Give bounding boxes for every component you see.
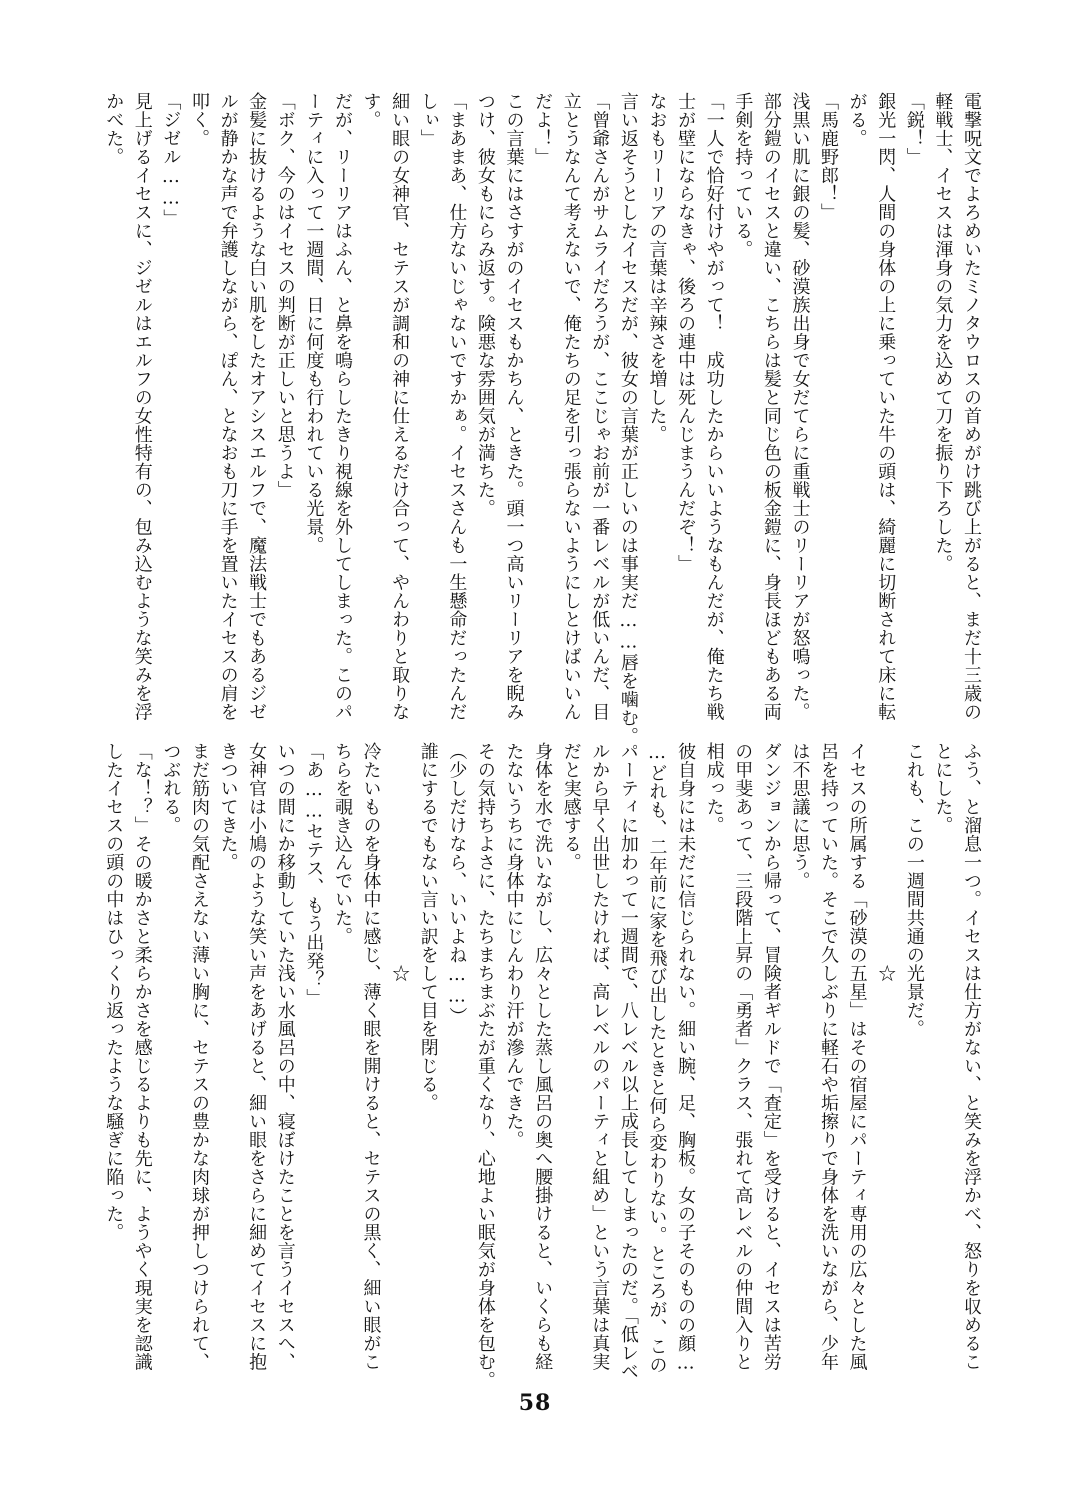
text-column: 「あ……セテス、もう出発？」	[303, 742, 325, 1007]
text-column: ダンジョンから帰って、冒険者ギルドで「査定」を受けると、イセスは苦労	[760, 742, 782, 1371]
text-column: 「ジゼル……」	[160, 92, 182, 228]
text-column: 「な！？」その暖かさと柔らかさを感じるよりも先に、ようやく現実を認識	[131, 742, 153, 1371]
text-column: 見上げるイセスに、ジゼルはエルフの女性特有の、包み込むような笑みを浮	[131, 92, 153, 721]
text-column: だが、リーリアはふん、と鼻を鳴らしたきり視線を外してしまった。このパ	[331, 92, 353, 721]
text-column: 軽戦士、イセスは渾身の気力を込めて刀を振り下ろした。	[932, 92, 954, 573]
text-column: ルが静かな声で弁護しながら、ぽん、となおも刀に手を置いたイセスの肩を	[217, 92, 239, 721]
text-column: つぶれる。	[160, 742, 182, 835]
text-column: がる。	[846, 92, 868, 148]
text-column: かべた。	[103, 92, 125, 166]
text-column: だよ！」	[532, 92, 554, 166]
text-column: す。	[360, 92, 382, 129]
page-number: 58	[518, 1390, 552, 1416]
text-column: の甲斐あって、三段階上昇の「勇者」クラス、張れて高レベルの仲間入りと	[732, 742, 754, 1371]
text-column: いつの間にか移動していた浅い水風呂の中、寝ぼけたことを言うイセスへ、	[274, 742, 296, 1371]
text-column: 「まあまあ、仕方ないじゃないですかぁ。イセスさんも一生懸命だったんだ	[446, 92, 468, 721]
text-column: ルから早く出世したければ、高レベルのパーティと組め」という言葉は真実	[589, 742, 611, 1371]
text-column: 相成った。	[703, 742, 725, 835]
text-column: ちらを覗き込んでいた。	[331, 742, 353, 946]
text-column: 立とうなんて考えないで、俺たちの足を引っ張らないようにしとけばいいん	[560, 92, 582, 721]
text-column: その気持ちよさに、たちまちまぶたが重くなり、心地よい眠気が身体を包む。	[474, 742, 496, 1390]
text-column: 細い眼の女神官、セテスが調和の神に仕えるだけ合って、やんわりと取りな	[389, 92, 411, 721]
text-column: 「一人で恰好付けやがって！ 成功したからいいようなもんだが、俺たち戦	[703, 92, 725, 721]
text-column: まだ筋肉の気配さえない薄い胸に、セテスの豊かな肉球が押しつけられて、	[188, 742, 210, 1371]
text-column: イセスの所属する「砂漠の五星」はその宿屋にパーティ専用の広々とした風	[846, 742, 868, 1371]
text-column: 電撃呪文でよろめいたミノタウロスの首めがけ跳び上がると、まだ十三歳の	[961, 92, 982, 721]
text-column: とにした。	[932, 742, 954, 835]
text-column: 「ボク、今のはイセスの判断が正しいと思うよ」	[274, 92, 296, 499]
text-column: は不思議に思う。	[789, 742, 811, 890]
text-column: パーティに加わって一週間で、八レベル以上成長してしまったのだ。「低レベ	[617, 742, 639, 1381]
text-column: だと実感する。	[560, 742, 582, 872]
text-column: つけ、彼女もにらみ返す。険悪な雰囲気が満ちた。	[474, 92, 496, 518]
text-column: 誰にするでもない言い訳をして目を閉じる。	[417, 742, 439, 1112]
text-column: 言い返そうとしたイセスだが、彼女の言葉が正しいのは事実だ……唇を噛む。	[617, 92, 639, 746]
text-column: 銀光一閃、人間の身体の上に乗っていた牛の頭は、綺麗に切断されて床に転	[875, 92, 897, 721]
text-column: ーティに入って一週間、日に何度も行われている光景。	[303, 92, 325, 555]
text-column: 「鋭！」	[903, 92, 925, 166]
text-column: 「曾爺さんがサムライだろうが、ここじゃお前が一番レベルが低いんだ、目	[589, 92, 611, 721]
text-column: 冷たいものを身体中に感じ、薄く眼を開けると、セテスの黒く、細い眼がこ	[360, 742, 382, 1371]
text-column: 手剣を持っている。	[732, 92, 754, 259]
text-column: 部分鎧のイセスと違い、こちらは髪と同じ色の板金鎧に、身長ほどもある両	[760, 92, 782, 721]
text-column: しぃ」	[417, 92, 439, 148]
text-column: たないうちに身体中にじんわり汗が滲んできた。	[503, 742, 525, 1149]
text-column: ☆	[389, 742, 411, 983]
text-column: （少しだけなら、いいよね……）	[446, 742, 468, 1026]
text-column: 金髪に抜けるような白い肌をしたオアシスエルフで、魔法戦士でもあるジゼ	[246, 92, 268, 721]
text-column: これも、この一週間共通の光景だ。	[903, 742, 925, 1038]
text-block-bottom	[103, 742, 985, 1390]
text-column: 浅黒い肌に銀の髪、砂漠族出身で女だてらに重戦士のリーリアが怒鳴った。	[789, 92, 811, 721]
text-column: きついてきた。	[217, 742, 239, 872]
text-column: したイセスの頭の中はひっくり返ったような騒ぎに陥った。	[103, 742, 125, 1242]
text-column: なおもリーリアの言葉は辛辣さを増した。	[646, 92, 668, 444]
text-column: 身体を水で洗いながし、広々とした蒸し風呂の奥へ腰掛けると、いくらも経	[532, 742, 554, 1371]
text-column: ☆	[875, 742, 897, 983]
text-column: 彼自身には未だに信じられない。細い腕、足、胸板。女の子そのものの顔…	[675, 742, 697, 1374]
text-column: ふう、と溜息一つ。イセスは仕方がない、と笑みを浮かべ、怒りを収めるこ	[961, 742, 982, 1371]
text-column: 士が壁にならなきゃ、後ろの連中は死んじまうんだぞ！」	[675, 92, 697, 573]
text-column: 叩く。	[188, 92, 210, 148]
text-column: この言葉にはさすがのイセスもかちん、ときた。頭一つ高いリーリアを睨み	[503, 92, 525, 721]
text-column: …どれも、二年前に家を飛び出したときと何ら変わりない。ところが、この	[646, 742, 668, 1374]
text-block-top	[103, 92, 985, 746]
text-column: 呂を持っていた。そこで久しぶりに軽石や垢擦りで身体を洗いながら、少年	[818, 742, 840, 1371]
text-column: 「馬鹿野郎！」	[818, 92, 840, 222]
text-column: 女神官は小鳩のような笑い声をあげると、細い眼をさらに細めてイセスに抱	[246, 742, 268, 1371]
